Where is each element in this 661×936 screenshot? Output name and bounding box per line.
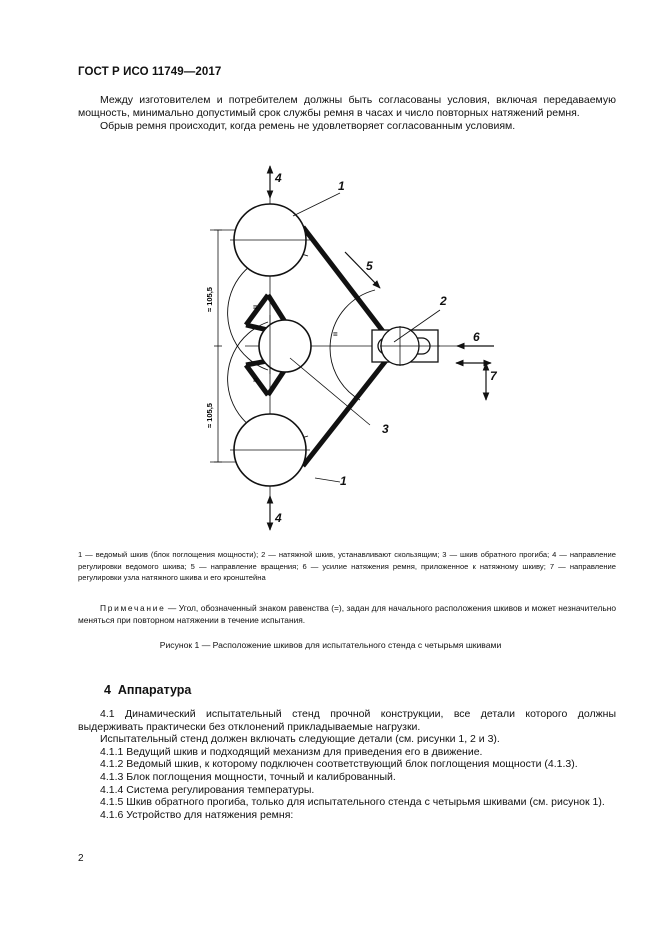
body-paragraph-8: 4.1.6 Устройство для натяжения ремня: [100, 808, 294, 821]
dimension-line [214, 230, 222, 462]
callout-3: 3 [382, 422, 389, 436]
note-text: — Угол, обозначенный знаком равенства (=), задан для начального расположения шкивов и может незначительно меняться при повторном натяжении в течение испытания. [78, 603, 616, 625]
legend-num-5: 5 [190, 561, 195, 571]
figure-1-diagram [150, 160, 510, 545]
callout-5: 5 [366, 259, 373, 273]
angle-mark-1: = [253, 303, 258, 312]
callout-1-bottom: 1 [340, 474, 347, 488]
figure-caption: Рисунок 1 — Расположение шкивов для испытательного стенда с четырьмя шкивами [159, 640, 502, 650]
callout-1-top: 1 [338, 179, 345, 193]
legend-num-2: 2 [261, 550, 266, 559]
legend-text-1: — ведомый шкив (блок поглощения мощности); [82, 550, 262, 559]
callout-4-bottom: 4 [275, 511, 282, 525]
intro-text [78, 94, 616, 133]
legend-num-7: 7 [549, 561, 555, 571]
reverse-bend-pulley [259, 320, 311, 372]
section-title: Аппаратура [117, 683, 192, 697]
legend-text-6: — усилие натяжения ремня, приложенное к натяжному шкиву; [306, 561, 550, 571]
angle-mark-2: = [253, 376, 258, 385]
callout-2: 2 [440, 294, 447, 308]
pulley-layout-drawing [150, 160, 510, 540]
body-paragraph-4: 4.1.2 Ведомый шкив, к которому подключен соответствующий блок поглощения мощности (4.1.3). [100, 758, 578, 771]
figure-note [78, 603, 616, 626]
callout-7: 7 [490, 369, 497, 383]
legend-text-7: — направление регулировки узла натяжного шкива и его кронштейна [78, 561, 616, 582]
legend-text-4: — направление регулировки ведомого шкива; [78, 550, 616, 571]
callout-6: 6 [473, 330, 480, 344]
arrow-5-rotation [345, 252, 380, 288]
legend-text-5: — направление вращения; [194, 561, 303, 571]
callout-4-top: 4 [275, 171, 282, 185]
body-paragraph-5: 4.1.3 Блок поглощения мощности, точный и калиброванный. [100, 770, 396, 783]
legend-num-4: 4 [552, 550, 557, 559]
body-paragraph-2: Испытательный стенд должен включать следующие детали (см. рисунки 1, 2 и 3). [100, 733, 500, 746]
legend-num-3: 3 [442, 550, 447, 559]
legend-text-3: — шкив обратного прогиба; [446, 550, 553, 559]
document-header: ГОСТ Р ИСО 11749—2017 [78, 66, 222, 78]
section-body [78, 708, 616, 821]
body-paragraph-6: 4.1.4 Система регулирования температуры. [100, 783, 315, 796]
body-paragraph-3: 4.1.1 Ведущий шкив и подходящий механизм для приведения его в движение. [100, 745, 483, 758]
body-paragraph-7: 4.1.5 Шкив обратного прогиба, только для испытательного стенда с четырьмя шкивами (см. рисунок 1). [100, 796, 605, 809]
body-paragraph-1: 4.1 Динамический испытательный стенд прочной конструкции, все детали которого должны выдерживать практически без отклонений прикладываемые нагрузки. [78, 708, 616, 733]
page-number: 2 [78, 853, 84, 864]
legend-num-6: 6 [302, 561, 307, 571]
legend-text-2: — натяжной шкив, устанавливают скользящим; [265, 550, 443, 559]
figure-legend [78, 549, 616, 584]
legend-num-1: 1 [78, 550, 83, 559]
section-heading [104, 683, 191, 697]
section-number: 4 [104, 683, 111, 697]
dimension-upper: ≈ 105,5 [205, 287, 214, 312]
angle-mark-3: = [333, 330, 338, 339]
intro-paragraph-2: Обрыв ремня происходит, когда ремень не удовлетворяет согласованным условиям. [100, 120, 516, 132]
note-label: Примечание [100, 603, 166, 613]
dimension-lower: ≈ 105,5 [205, 403, 214, 428]
intro-paragraph-1: Между изготовителем и потребителем должны быть согласованы условия, включая передаваемую мощность, минимально допустимый срок службы ремня в часах и число повторных натяжений ремня. [78, 94, 616, 119]
